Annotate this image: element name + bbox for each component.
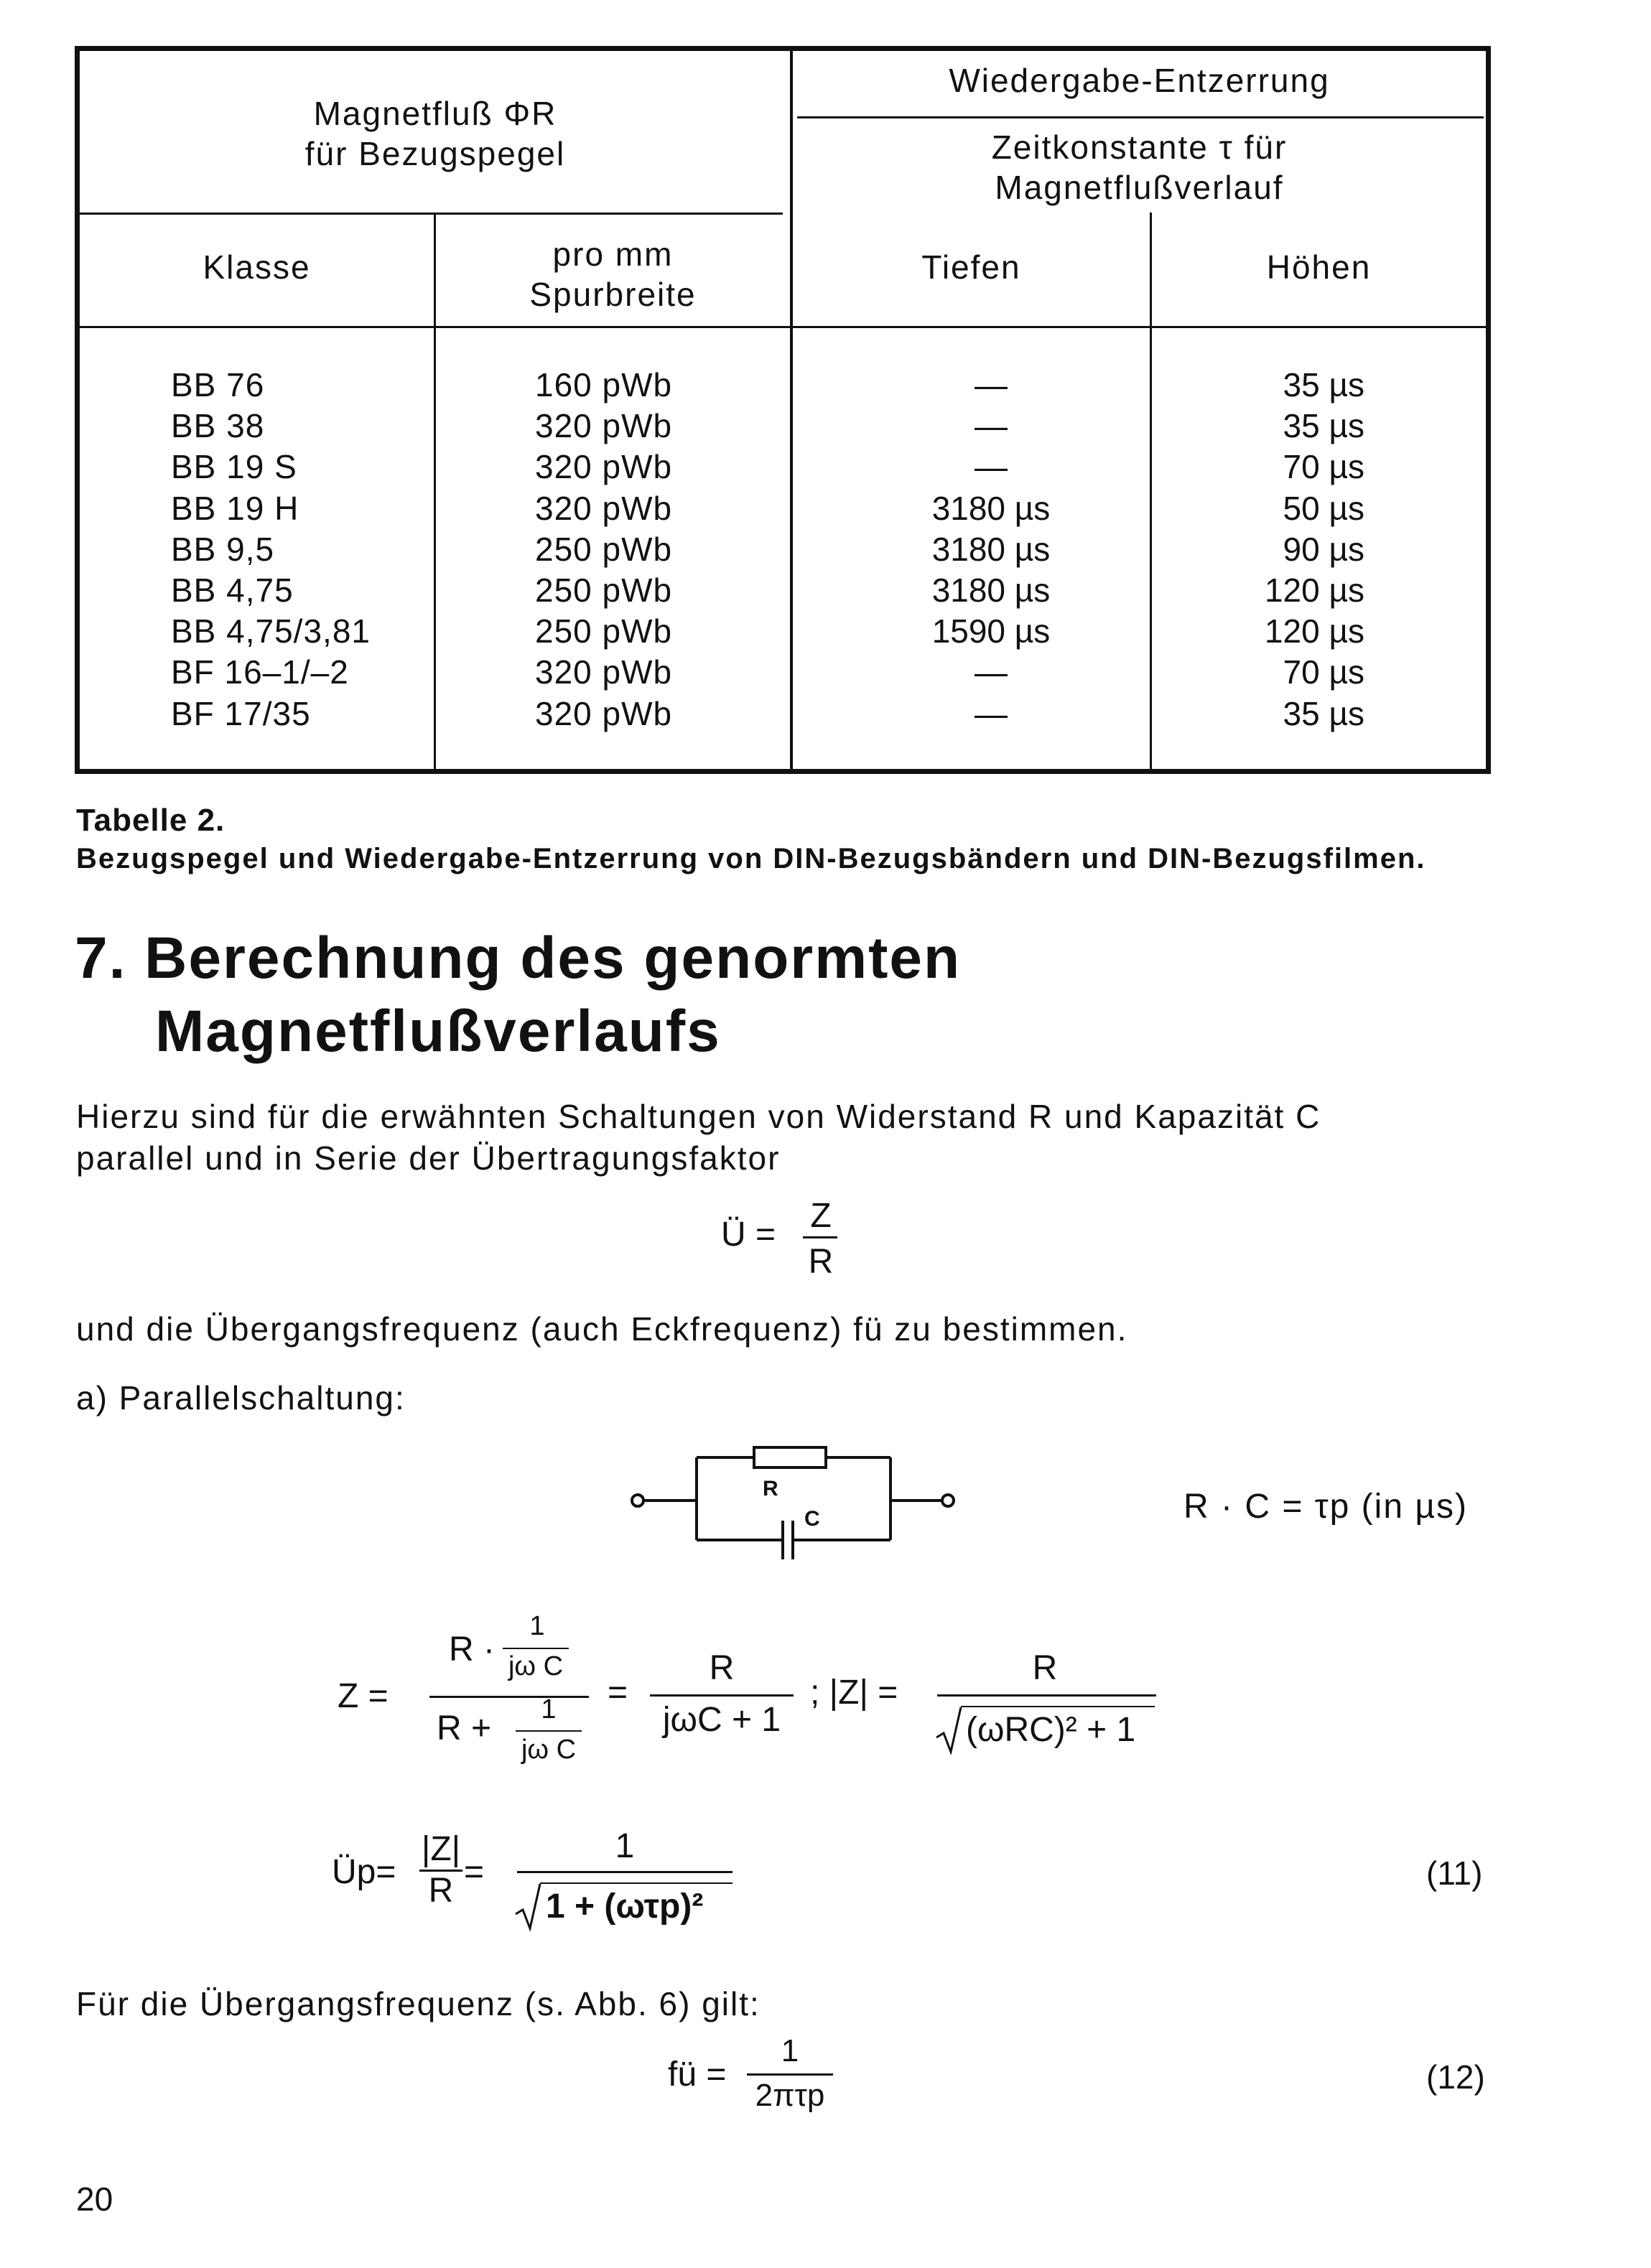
table-cell: BF 16–1/–2 [171, 653, 349, 691]
table-cell: BB 4,75 [171, 571, 294, 610]
formula-fu-bar [747, 2073, 833, 2076]
terminal-left-icon [632, 1495, 643, 1506]
header-magnetfluss [80, 93, 791, 174]
formula-up-eq: = [464, 1853, 485, 1891]
table-cell: BB 19 H [171, 489, 299, 527]
circuit-label-r: R [763, 1477, 778, 1501]
table-cell: BB 19 S [171, 448, 297, 486]
table-rule-wiedergabe [797, 116, 1484, 118]
table-cell: 320 pWb [535, 407, 673, 445]
table-cell: 160 pWb [535, 366, 673, 403]
table-cell: 70 µs [1283, 448, 1364, 486]
table-cell: — [975, 653, 1008, 691]
table-rule-magnetfluss [80, 213, 783, 215]
table-cell: 70 µs [1283, 653, 1364, 691]
section-heading-line1: 7. Berechnung des genormten [75, 925, 962, 991]
header-pro-mm-line2: Spurbreite [529, 276, 697, 313]
formula-fu-num: 1 [781, 2033, 799, 2068]
header-magnetfluss-line1: Magnetfluß ΦR [313, 95, 557, 132]
formula-z-den-small-bar [516, 1730, 582, 1732]
table-cell: BB 76 [171, 366, 265, 403]
formula-up-right-bar [517, 1871, 733, 1873]
formula-fu-den: 2πτp [755, 2078, 825, 2113]
formula-up-right-num: 1 [615, 1827, 635, 1865]
column-pro-mm [535, 365, 672, 734]
table-cell: BF 17/35 [171, 694, 311, 732]
table-cell: 35 µs [1283, 366, 1364, 403]
table-cell: 120 µs [1264, 571, 1364, 610]
column-tiefen [847, 365, 1135, 734]
table-cell: 90 µs [1283, 530, 1364, 568]
section-heading-line2: Magnetflußverlaufs [155, 999, 721, 1064]
formula-up-right-sqrt-bar [540, 1882, 733, 1884]
column-hoehen [1221, 365, 1364, 734]
table-cell: 320 pWb [535, 448, 673, 486]
table-border-bottom [75, 769, 1491, 774]
uebergang-text: und die Übergangsfrequenz (auch Eckfrequenz) fü zu bestimmen. [76, 1310, 1128, 1348]
table-cell: — [975, 694, 1008, 732]
formula-z-right-sqrt-bar [961, 1706, 1155, 1707]
table-cell: 35 µs [1283, 407, 1364, 445]
formula-z-main-bar [429, 1696, 589, 1698]
intro-line2: parallel und in Serie der Übertragungsfaktor [76, 1139, 781, 1177]
table-cell: 1590 µs [931, 612, 1051, 650]
din-reference-table [0, 0, 1651, 790]
table-divider-tiefen [1150, 213, 1152, 771]
header-pro-mm-line1: pro mm [552, 235, 674, 273]
table-cell: 250 pWb [535, 571, 673, 610]
formula-z-den-r: R + [437, 1709, 492, 1747]
table-border-right [1486, 46, 1491, 774]
table-cell: 250 pWb [535, 530, 673, 568]
formula-up-lhs: Üp= [332, 1853, 396, 1891]
sqrt-sign-icon [934, 1704, 962, 1755]
table-cell: 320 pWb [535, 489, 673, 527]
header-zeitkonstante-line2: Magnetflußverlauf [995, 169, 1284, 206]
sqrt-sign-icon [513, 1881, 541, 1931]
circuit-label-c: C [804, 1507, 820, 1531]
formula-u-bar [803, 1236, 837, 1238]
table-cell: 320 pWb [535, 653, 673, 691]
header-tiefen: Tiefen [921, 248, 1021, 286]
table-rule-header-bottom [80, 326, 1486, 328]
formula-u-num: Z [810, 1197, 832, 1235]
table-caption-text: Bezugspegel und Wiedergabe-Entzerrung von DIN-Bezugsbändern und DIN-Bezugsfilmen. [76, 843, 1426, 874]
formula-z-lhs: Z = [338, 1677, 389, 1715]
terminal-right-icon [942, 1495, 954, 1506]
table-cell: 35 µs [1283, 694, 1364, 732]
parallel-label: a) Parallelschaltung: [76, 1379, 406, 1417]
formula-z-right-den: (ωRC)² + 1 [966, 1711, 1136, 1749]
formula-fu-lhs: fü = [668, 2055, 727, 2094]
page-number: 20 [76, 2180, 113, 2218]
resistor-icon [754, 1447, 826, 1467]
header-zeitkonstante [793, 127, 1486, 207]
formula-z-num-small-bar [503, 1648, 569, 1649]
table-cell: 3180 µs [931, 571, 1051, 610]
table-cell: 3180 µs [931, 489, 1051, 527]
header-hoehen: Höhen [1266, 248, 1372, 286]
rc-time-constant: R · C = τp (in µs) [1183, 1488, 1468, 1526]
formula-z-num-jwc: jω C [508, 1651, 564, 1681]
parallel-rc-circuit [625, 1436, 962, 1572]
header-zeitkonstante-line1: Zeitkonstante τ für [991, 129, 1288, 166]
formula-abs-z: ; |Z| = [810, 1674, 898, 1712]
formula-z-right-num: R [1032, 1649, 1058, 1687]
formula-z-mid-num: R [709, 1649, 735, 1687]
table-cell: 250 pWb [535, 612, 673, 650]
table-caption-title: Tabelle 2. [76, 803, 225, 838]
header-wiedergabe: Wiedergabe-Entzerrung [949, 62, 1330, 99]
formula-z-mid-den: jωC + 1 [662, 1701, 781, 1739]
formula-z-den-one: 1 [541, 1694, 557, 1725]
intro-line1: Hierzu sind für die erwähnten Schaltungen von Widerstand R und Kapazität C [76, 1098, 1321, 1135]
equation-number-11: (11) [1426, 1854, 1483, 1892]
formula-z-num-r: R · [449, 1630, 495, 1669]
table-cell: — [975, 448, 1008, 486]
table-cell: 3180 µs [931, 530, 1051, 568]
formula-up-den: R [428, 1872, 454, 1910]
column-klasse [171, 365, 371, 734]
formula-z-num-one: 1 [529, 1611, 545, 1641]
formula-z-right-bar [937, 1694, 1156, 1697]
table-cell: 320 pWb [535, 694, 673, 732]
formula-z-mid-bar [650, 1694, 794, 1697]
table-cell: BB 9,5 [171, 530, 275, 568]
header-magnetfluss-line2: für Bezugspegel [304, 135, 566, 172]
table-cell: BB 38 [171, 407, 265, 445]
table-cell: 50 µs [1283, 489, 1364, 527]
equation-number-12: (12) [1426, 2058, 1485, 2096]
header-klasse: Klasse [203, 248, 311, 286]
formula-u-lhs: Ü = [721, 1215, 776, 1254]
formula-z-eq: = [608, 1674, 628, 1712]
formula-u-den: R [808, 1243, 834, 1281]
table-cell: BB 4,75/3,81 [171, 612, 371, 650]
table-cell: — [975, 407, 1008, 445]
formula-z-den-jwc: jω C [521, 1735, 577, 1765]
formula-up-right-den: 1 + (ωτp)² [546, 1887, 704, 1926]
table-cell: 120 µs [1264, 612, 1364, 650]
table-border-top [75, 46, 1491, 51]
header-pro-mm [436, 234, 790, 314]
table-cell: — [975, 366, 1008, 403]
formula-up-num: |Z| [421, 1830, 461, 1868]
fuer-text: Für die Übergangsfrequenz (s. Abb. 6) gilt: [76, 1985, 761, 2022]
table-border-left [75, 46, 80, 774]
